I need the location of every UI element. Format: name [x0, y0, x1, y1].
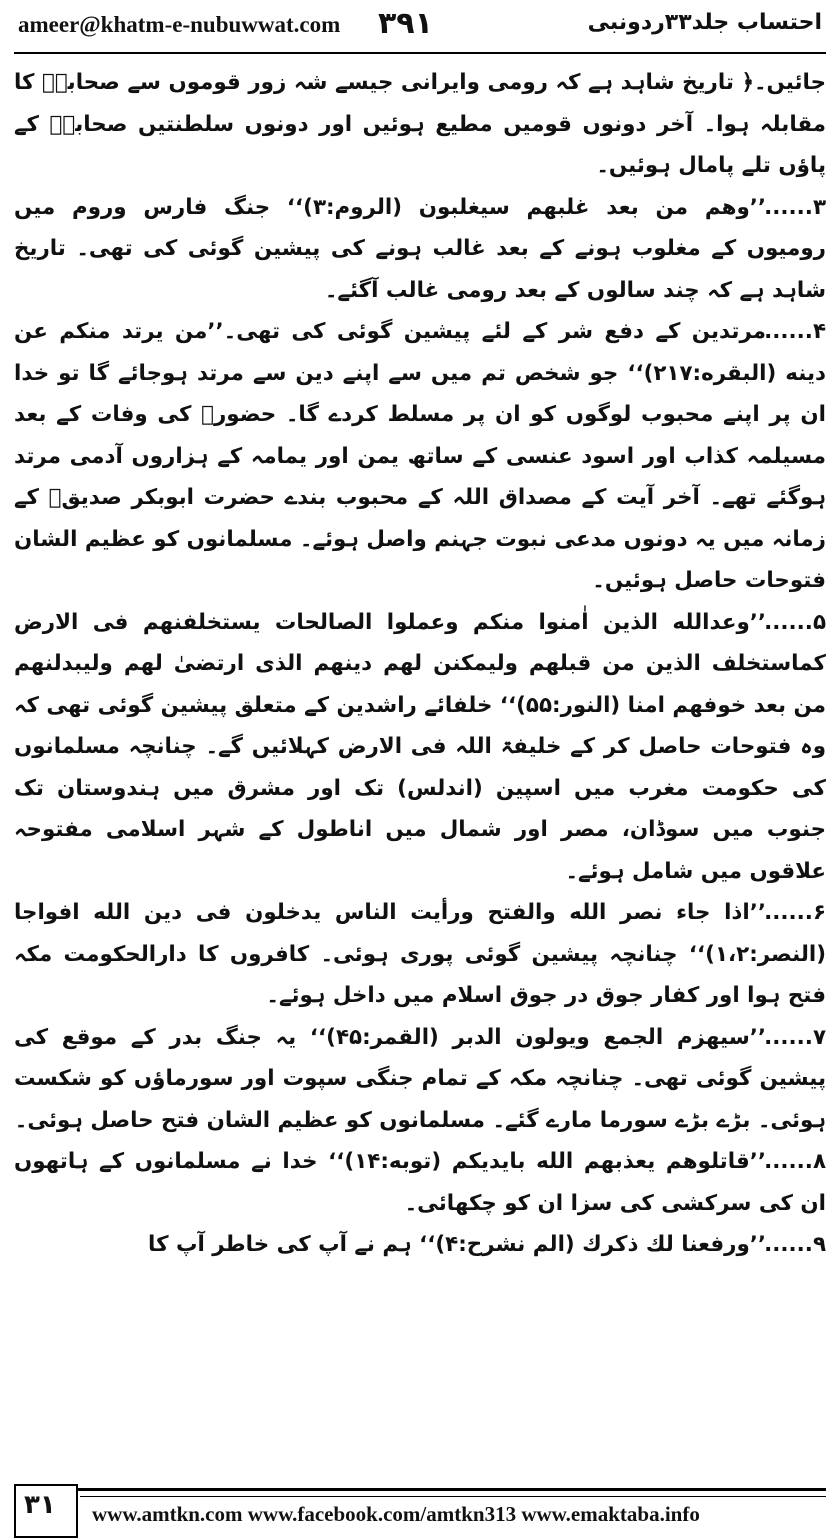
paragraph-text: مرتدین کے دفع شر کے لئے پیشین گوئی کی تھی۔’’من يرتد منكم عن دينه (البقره:۲۱۷)‘‘ جو شخص تم میں سے اپنے دین سے مرتد ہوجائے گا تو خدا ان پر اپنے محبوب لوگوں کو ان پر مسلط کردے گا۔ حضورﷺ کی وفات کے بعد مسیلمہ کذاب اور اسود عنسی کے ساتھ یمن اور یمامہ کے ہزاروں آدمی مرتد ہوگئے تھے۔ آخر آیت کے مصداق اللہ کے محبوب بندے حضرت ابوبکر صدیقؓ کے زمانہ میں یہ دونوں مدعی نبوت جہنم واصل ہوئے۔ مسلمانوں کو عظیم الشان فتوحات حاصل ہوئیں۔: [14, 319, 826, 593]
paragraph-3: [14, 187, 826, 312]
footer-rule-thin: [80, 1496, 826, 1497]
running-title: احتساب جلد۳۳ردونبی: [587, 10, 822, 35]
footer-rule: [14, 1488, 826, 1491]
page-body: [14, 62, 826, 1462]
paragraph-text: ’’اذا جاء نصر الله والفتح ورأيت الناس يدخلون فى دين الله افواجا (النصر:۱،۲)‘‘ چنانچہ پیشین گوئی پوری ہوئی۔ کافروں کا دارالحکومت مکہ فتح ہوا اور کفار جوق در جوق اسلام میں داخل ہوئے۔: [14, 900, 826, 1008]
footer-page-number: ۳۱: [24, 1490, 56, 1520]
header-page-number: ۳۹۱: [378, 6, 433, 41]
item-number: ۶......: [764, 900, 826, 925]
paragraph-text: ’’ورفعنا لك ذكرك (الم نشرح:۴)‘‘ ہم نے آپ کی خاطر آپ کا: [148, 1232, 766, 1257]
paragraph-text: ’’سيهزم الجمع ويولون الدبر (القمر:۴۵)‘‘ یہ جنگ بدر کے موقع کی پیشین گوئی تھی۔ چنانچہ مکہ کے تمام جنگی سپوت اور سورماؤں کو شکست ہوئی۔ بڑے بڑے سورما مارے گئے۔ مسلمانوں کو عظیم الشان فتح حاصل ہوئی۔: [14, 1024, 826, 1133]
item-number: ۴......: [764, 319, 826, 344]
paragraph-9: [14, 1224, 826, 1266]
item-number: ۳......: [764, 194, 826, 220]
paragraph-1: [14, 62, 826, 187]
header-email: ameer@khatm-e-nubuwwat.com: [18, 12, 341, 37]
item-number: ۷......: [764, 1024, 826, 1050]
paragraph-text: جائیں۔﴿ تاریخ شاہد ہے کہ رومی وایرانی جیسے شہ زور قوموں سے صحابہؓ کا مقابلہ ہوا۔ آخر دونوں قومیں مطیع ہوئیں اور دونوں سلطنتیں صحابہؓ کے پاؤں تلے پامال ہوئیں۔: [14, 70, 826, 178]
paragraph-5: [14, 602, 826, 893]
item-number: ۹......: [764, 1232, 826, 1257]
page-footer: [0, 1484, 840, 1540]
header-rule: [14, 52, 826, 54]
footer-urls[interactable]: www.amtkn.com www.facebook.com/amtkn313 www.emaktaba.info: [92, 1502, 700, 1526]
paragraph-6: [14, 892, 826, 1017]
paragraph-text: ’’وهم من بعد غلبهم سيغلبون (الروم:۳)‘‘ جنگ فارس وروم میں رومیوں کے مغلوب ہونے کے بعد غالب ہونے کی پیشین گوئی کی تھی۔ تاریخ شاہد ہے کہ چند سالوں کے بعد رومی غالب آگئے۔: [14, 194, 826, 303]
paragraph-8: [14, 1141, 826, 1224]
item-number: ۵......: [764, 609, 826, 635]
paragraph-text: ’’وعدالله الذين اٰمنوا منكم وعملوا الصالحات يستخلفنهم فى الارض كماستخلف الذين من قبلهم وليمكنن لهم دينهم الذى ارتضىٰ لهم وليبدلنهم من بعد خوفهم امنا (النور:۵۵)‘‘ خلفائے راشدین کے متعلق پیشین گوئی تھی کہ وہ فتوحات حاصل کر کے خلیفۃ اللہ فی الارض کہلائیں گے۔ چنانچہ مسلمانوں کی حکومت مغرب میں اسپین (اندلس) تک اور مشرق میں ہندوستان تک جنوب میں سوڈان، مصر اور شمال میں اناطول کے شہر اسلامی مفتوحہ علاقوں میں شامل ہوئے۔: [14, 609, 826, 884]
item-number: ۸......: [764, 1149, 826, 1174]
paragraph-4: [14, 311, 826, 602]
page-header: [0, 0, 840, 52]
paragraph-7: [14, 1017, 826, 1142]
paragraph-text: ’’قاتلوهم يعذبهم الله بايديكم (توبه:۱۴)‘‘ خدا نے مسلمانوں کے ہاتھوں ان کی سرکشی کی سزا ان کو چکھائی۔: [14, 1149, 826, 1216]
